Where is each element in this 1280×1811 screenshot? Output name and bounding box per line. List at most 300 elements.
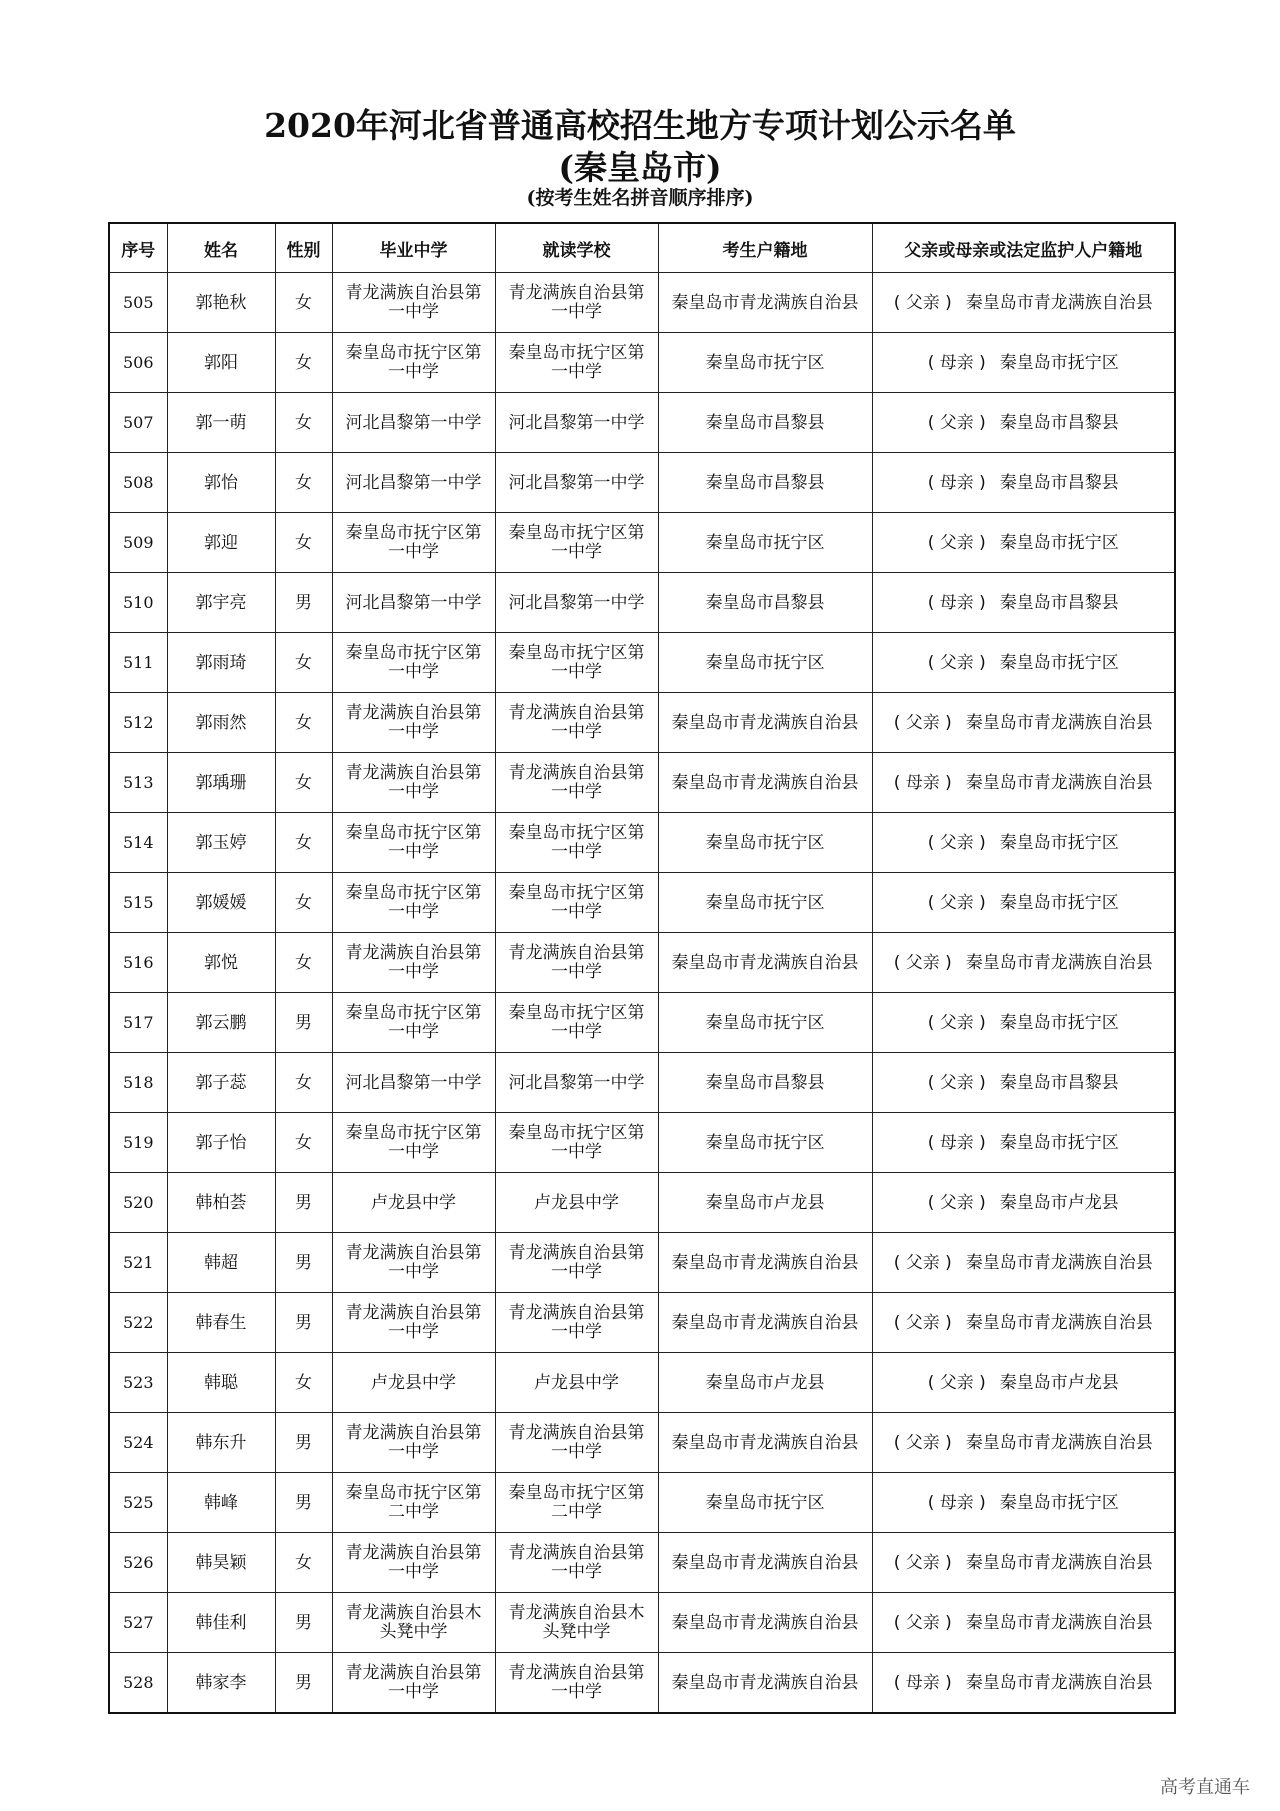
cell-name: 韩佳利 — [167, 1593, 275, 1653]
cell-guardian-hukou — [872, 1113, 1175, 1173]
guardian-hukou-text: 秦皇岛市昌黎县 — [999, 1072, 1119, 1093]
cell-current-school — [495, 693, 658, 753]
cell-name: 郭阳 — [167, 333, 275, 393]
cell-no: 525 — [109, 1473, 167, 1533]
cell-current-school — [495, 513, 658, 573]
cell-hukou-text: 秦皇岛市青龙满族自治县 — [671, 952, 859, 973]
cell-no: 521 — [109, 1233, 167, 1293]
cell-guardian-hukou — [872, 333, 1175, 393]
guardian-relation: 母亲 — [905, 1672, 940, 1693]
cell-name: 韩东升 — [167, 1413, 275, 1473]
cell-guardian-hukou — [872, 1053, 1175, 1113]
guardian-hukou-text: 秦皇岛市青龙满族自治县 — [965, 952, 1153, 973]
cell-grad-school — [332, 333, 495, 393]
cell-hukou-text: 秦皇岛市青龙满族自治县 — [671, 1672, 859, 1693]
table-row — [109, 393, 1175, 453]
cell-hukou-text: 秦皇岛市青龙满族自治县 — [671, 1552, 859, 1573]
cell-hukou — [658, 873, 872, 933]
cell-hukou-text: 秦皇岛市青龙满族自治县 — [671, 1312, 859, 1333]
cell-guardian-hukou — [872, 753, 1175, 813]
cell-grad-school — [332, 1173, 495, 1233]
cell-no: 520 — [109, 1173, 167, 1233]
table-row — [109, 753, 1175, 813]
paren-close: ) — [939, 292, 952, 313]
cell-current-school-text: 青龙满族自治县第一中学 — [508, 762, 645, 802]
cell-grad-school — [332, 873, 495, 933]
guardian-hukou-text: 秦皇岛市卢龙县 — [999, 1372, 1119, 1393]
cell-current-school — [495, 1593, 658, 1653]
guardian-relation: 母亲 — [905, 772, 940, 793]
cell-guardian-hukou — [872, 1173, 1175, 1233]
cell-guardian-hukou — [872, 273, 1175, 333]
cell-current-school — [495, 573, 658, 633]
cell-gender: 女 — [275, 513, 332, 573]
guardian-hukou-text: 秦皇岛市青龙满族自治县 — [965, 1252, 1153, 1273]
cell-gender: 男 — [275, 993, 332, 1053]
guardian-hukou-text: 秦皇岛市抚宁区 — [999, 1492, 1119, 1513]
cell-hukou-text: 秦皇岛市抚宁区 — [705, 1132, 825, 1153]
cell-hukou — [658, 1473, 872, 1533]
cell-grad-school-text: 青龙满族自治县第一中学 — [345, 282, 482, 322]
cell-current-school — [495, 633, 658, 693]
cell-hukou — [658, 1533, 872, 1593]
paren-open: ( — [893, 712, 906, 733]
cell-current-school-text: 秦皇岛市抚宁区第一中学 — [508, 882, 645, 922]
guardian-relation: 父亲 — [905, 1312, 940, 1333]
cell-grad-school-text: 秦皇岛市抚宁区第一中学 — [345, 1002, 482, 1042]
table-row — [109, 933, 1175, 993]
cell-no: 518 — [109, 1053, 167, 1113]
cell-no: 509 — [109, 513, 167, 573]
table-row — [109, 1533, 1175, 1593]
cell-current-school — [495, 1293, 658, 1353]
cell-hukou — [658, 1173, 872, 1233]
table-row — [109, 1293, 1175, 1353]
cell-current-school-text: 卢龙县中学 — [534, 1192, 619, 1213]
cell-grad-school — [332, 1353, 495, 1413]
guardian-relation: 父亲 — [905, 292, 940, 313]
cell-gender: 男 — [275, 1653, 332, 1714]
cell-no: 523 — [109, 1353, 167, 1413]
cell-name: 韩柏荟 — [167, 1173, 275, 1233]
col-header-name: 姓名 — [167, 223, 275, 273]
cell-name: 郭宇亮 — [167, 573, 275, 633]
paren-open: ( — [927, 1372, 940, 1393]
cell-gender: 女 — [275, 273, 332, 333]
guardian-relation: 父亲 — [905, 1612, 940, 1633]
paren-open: ( — [927, 1012, 940, 1033]
cell-grad-school-text: 青龙满族自治县第一中学 — [345, 1542, 482, 1582]
cell-hukou-text: 秦皇岛市抚宁区 — [705, 652, 825, 673]
guardian-relation: 母亲 — [939, 592, 974, 613]
cell-name: 韩春生 — [167, 1293, 275, 1353]
cell-hukou-text: 秦皇岛市昌黎县 — [705, 1072, 825, 1093]
table-row — [109, 513, 1175, 573]
col-header-current-school: 就读学校 — [495, 223, 658, 273]
cell-current-school — [495, 453, 658, 513]
guardian-hukou-text: 秦皇岛市抚宁区 — [999, 832, 1119, 853]
guardian-relation: 父亲 — [905, 1432, 940, 1453]
cell-grad-school-text: 秦皇岛市抚宁区第一中学 — [345, 1122, 482, 1162]
cell-current-school — [495, 1053, 658, 1113]
cell-hukou — [658, 753, 872, 813]
cell-name: 韩聪 — [167, 1353, 275, 1413]
cell-hukou-text: 秦皇岛市抚宁区 — [705, 892, 825, 913]
cell-guardian-hukou — [872, 1293, 1175, 1353]
cell-guardian-hukou — [872, 813, 1175, 873]
cell-gender: 女 — [275, 1353, 332, 1413]
cell-grad-school — [332, 1113, 495, 1173]
table-row — [109, 1173, 1175, 1233]
cell-hukou-text: 秦皇岛市抚宁区 — [705, 1492, 825, 1513]
cell-name: 郭媛媛 — [167, 873, 275, 933]
cell-current-school-text: 青龙满族自治县第一中学 — [508, 1242, 645, 1282]
paren-open: ( — [927, 892, 940, 913]
guardian-hukou-text: 秦皇岛市青龙满族自治县 — [965, 292, 1153, 313]
cell-current-school — [495, 1473, 658, 1533]
cell-name: 郭迎 — [167, 513, 275, 573]
cell-current-school-text: 青龙满族自治县第一中学 — [508, 1422, 645, 1462]
cell-current-school — [495, 1113, 658, 1173]
cell-no: 506 — [109, 333, 167, 393]
paren-open: ( — [893, 1312, 906, 1333]
cell-grad-school — [332, 933, 495, 993]
cell-grad-school — [332, 813, 495, 873]
paren-close: ) — [939, 952, 952, 973]
cell-hukou — [658, 993, 872, 1053]
paren-close: ) — [973, 352, 986, 373]
cell-hukou — [658, 813, 872, 873]
cell-current-school — [495, 1353, 658, 1413]
guardian-relation: 父亲 — [939, 412, 974, 433]
cell-grad-school — [332, 1473, 495, 1533]
cell-guardian-hukou — [872, 453, 1175, 513]
cell-current-school-text: 秦皇岛市抚宁区第二中学 — [508, 1482, 645, 1522]
guardian-relation: 父亲 — [905, 1252, 940, 1273]
cell-grad-school — [332, 1053, 495, 1113]
cell-hukou — [658, 333, 872, 393]
paren-close: ) — [973, 832, 986, 853]
cell-hukou — [658, 1593, 872, 1653]
guardian-relation: 母亲 — [939, 472, 974, 493]
cell-grad-school — [332, 993, 495, 1053]
cell-no: 510 — [109, 573, 167, 633]
paren-close: ) — [939, 1432, 952, 1453]
col-header-no: 序号 — [109, 223, 167, 273]
document-title: 2020年河北省普通高校招生地方专项计划公示名单 — [264, 106, 1016, 145]
cell-no: 527 — [109, 1593, 167, 1653]
paren-open: ( — [893, 1252, 906, 1273]
cell-hukou — [658, 1053, 872, 1113]
cell-current-school — [495, 273, 658, 333]
paren-open: ( — [927, 472, 940, 493]
cell-guardian-hukou — [872, 633, 1175, 693]
cell-gender: 女 — [275, 873, 332, 933]
col-header-hukou: 考生户籍地 — [658, 223, 872, 273]
cell-no: 519 — [109, 1113, 167, 1173]
paren-open: ( — [893, 292, 906, 313]
table-row — [109, 1653, 1175, 1714]
cell-hukou-text: 秦皇岛市卢龙县 — [705, 1372, 825, 1393]
cell-hukou — [658, 933, 872, 993]
guardian-relation: 父亲 — [905, 712, 940, 733]
cell-no: 514 — [109, 813, 167, 873]
paren-open: ( — [927, 652, 940, 673]
guardian-hukou-text: 秦皇岛市青龙满族自治县 — [965, 1672, 1153, 1693]
cell-gender: 男 — [275, 1473, 332, 1533]
cell-name: 郭雨然 — [167, 693, 275, 753]
cell-grad-school-text: 秦皇岛市抚宁区第一中学 — [345, 342, 482, 382]
paren-close: ) — [973, 1372, 986, 1393]
cell-name: 郭云鹏 — [167, 993, 275, 1053]
cell-gender: 女 — [275, 933, 332, 993]
cell-current-school — [495, 873, 658, 933]
table-row — [109, 993, 1175, 1053]
cell-grad-school-text: 青龙满族自治县第一中学 — [345, 1422, 482, 1462]
cell-current-school — [495, 1233, 658, 1293]
paren-close: ) — [939, 1552, 952, 1573]
cell-gender: 男 — [275, 1593, 332, 1653]
cell-name: 郭子蕊 — [167, 1053, 275, 1113]
cell-current-school-text: 卢龙县中学 — [534, 1372, 619, 1393]
table-row — [109, 1113, 1175, 1173]
guardian-hukou-text: 秦皇岛市青龙满族自治县 — [965, 1432, 1153, 1453]
cell-grad-school — [332, 1233, 495, 1293]
paren-open: ( — [927, 1492, 940, 1513]
cell-name: 韩家李 — [167, 1653, 275, 1714]
guardian-hukou-text: 秦皇岛市青龙满族自治县 — [965, 1312, 1153, 1333]
cell-current-school — [495, 1173, 658, 1233]
cell-gender: 男 — [275, 1293, 332, 1353]
cell-current-school-text: 青龙满族自治县第一中学 — [508, 942, 645, 982]
cell-hukou — [658, 633, 872, 693]
cell-hukou — [658, 693, 872, 753]
guardian-relation: 父亲 — [939, 832, 974, 853]
cell-gender: 女 — [275, 753, 332, 813]
table-row — [109, 873, 1175, 933]
cell-grad-school — [332, 1293, 495, 1353]
guardian-hukou-text: 秦皇岛市青龙满族自治县 — [965, 772, 1153, 793]
cell-gender: 女 — [275, 633, 332, 693]
table-row — [109, 1593, 1175, 1653]
cell-current-school-text: 河北昌黎第一中学 — [508, 592, 645, 613]
paren-open: ( — [893, 1432, 906, 1453]
cell-guardian-hukou — [872, 513, 1175, 573]
cell-grad-school — [332, 1533, 495, 1593]
cell-guardian-hukou — [872, 1473, 1175, 1533]
cell-guardian-hukou — [872, 393, 1175, 453]
cell-hukou — [658, 1113, 872, 1173]
cell-grad-school-text: 卢龙县中学 — [371, 1372, 456, 1393]
paren-close: ) — [939, 772, 952, 793]
cell-no: 512 — [109, 693, 167, 753]
guardian-relation: 父亲 — [905, 1552, 940, 1573]
cell-grad-school — [332, 1653, 495, 1714]
cell-current-school-text: 秦皇岛市抚宁区第一中学 — [508, 642, 645, 682]
cell-hukou-text: 秦皇岛市抚宁区 — [705, 832, 825, 853]
table-row — [109, 1233, 1175, 1293]
cell-hukou-text: 秦皇岛市昌黎县 — [705, 472, 825, 493]
cell-no: 524 — [109, 1413, 167, 1473]
cell-current-school — [495, 1653, 658, 1714]
cell-grad-school-text: 河北昌黎第一中学 — [345, 592, 482, 613]
cell-gender: 女 — [275, 333, 332, 393]
paren-close: ) — [973, 1132, 986, 1153]
guardian-hukou-text: 秦皇岛市抚宁区 — [999, 1132, 1119, 1153]
cell-gender: 女 — [275, 1533, 332, 1593]
cell-hukou — [658, 1653, 872, 1714]
paren-open: ( — [893, 1552, 906, 1573]
cell-grad-school — [332, 453, 495, 513]
guardian-hukou-text: 秦皇岛市抚宁区 — [999, 892, 1119, 913]
cell-name: 韩峰 — [167, 1473, 275, 1533]
cell-gender: 男 — [275, 573, 332, 633]
cell-guardian-hukou — [872, 933, 1175, 993]
paren-close: ) — [973, 652, 986, 673]
cell-guardian-hukou — [872, 1533, 1175, 1593]
guardian-relation: 父亲 — [939, 892, 974, 913]
cell-hukou-text: 秦皇岛市青龙满族自治县 — [671, 1252, 859, 1273]
table-row — [109, 1053, 1175, 1113]
guardian-hukou-text: 秦皇岛市昌黎县 — [999, 592, 1119, 613]
cell-current-school-text: 河北昌黎第一中学 — [508, 412, 645, 433]
cell-name: 韩超 — [167, 1233, 275, 1293]
cell-current-school-text: 秦皇岛市抚宁区第一中学 — [508, 1122, 645, 1162]
cell-guardian-hukou — [872, 1413, 1175, 1473]
cell-grad-school — [332, 693, 495, 753]
guardian-hukou-text: 秦皇岛市抚宁区 — [999, 652, 1119, 673]
cell-hukou-text: 秦皇岛市青龙满族自治县 — [671, 772, 859, 793]
cell-hukou-text: 秦皇岛市卢龙县 — [705, 1192, 825, 1213]
cell-grad-school-text: 青龙满族自治县第一中学 — [345, 942, 482, 982]
cell-grad-school — [332, 513, 495, 573]
cell-no: 515 — [109, 873, 167, 933]
guardian-relation: 母亲 — [939, 1492, 974, 1513]
guardian-relation: 父亲 — [939, 1072, 974, 1093]
guardian-relation: 父亲 — [939, 1372, 974, 1393]
cell-gender: 女 — [275, 393, 332, 453]
paren-open: ( — [927, 412, 940, 433]
paren-close: ) — [939, 1252, 952, 1273]
cell-hukou-text: 秦皇岛市抚宁区 — [705, 532, 825, 553]
paren-close: ) — [973, 1072, 986, 1093]
cell-grad-school-text: 青龙满族自治县第一中学 — [345, 762, 482, 802]
cell-hukou-text: 秦皇岛市抚宁区 — [705, 1012, 825, 1033]
paren-open: ( — [927, 532, 940, 553]
paren-close: ) — [939, 1612, 952, 1633]
cell-grad-school-text: 秦皇岛市抚宁区第一中学 — [345, 522, 482, 562]
cell-no: 513 — [109, 753, 167, 813]
cell-current-school-text: 秦皇岛市抚宁区第一中学 — [508, 822, 645, 862]
cell-gender: 男 — [275, 1173, 332, 1233]
cell-current-school — [495, 1533, 658, 1593]
guardian-relation: 母亲 — [939, 1132, 974, 1153]
cell-gender: 女 — [275, 693, 332, 753]
cell-guardian-hukou — [872, 993, 1175, 1053]
cell-no: 528 — [109, 1653, 167, 1714]
cell-name: 郭一萌 — [167, 393, 275, 453]
cell-guardian-hukou — [872, 573, 1175, 633]
document-subtitle-city: (秦皇岛市) — [558, 148, 722, 187]
cell-hukou — [658, 1293, 872, 1353]
cell-hukou-text: 秦皇岛市青龙满族自治县 — [671, 1612, 859, 1633]
cell-no: 511 — [109, 633, 167, 693]
cell-no: 516 — [109, 933, 167, 993]
roster-table — [108, 222, 1176, 1714]
paren-open: ( — [927, 1072, 940, 1093]
paren-close: ) — [973, 892, 986, 913]
paren-close: ) — [973, 472, 986, 493]
paren-open: ( — [927, 1132, 940, 1153]
paren-close: ) — [939, 712, 952, 733]
cell-grad-school-text: 秦皇岛市抚宁区第二中学 — [345, 1482, 482, 1522]
paren-open: ( — [893, 1672, 906, 1693]
paren-open: ( — [893, 772, 906, 793]
cell-hukou — [658, 513, 872, 573]
cell-current-school — [495, 393, 658, 453]
guardian-relation: 父亲 — [939, 1012, 974, 1033]
cell-guardian-hukou — [872, 1353, 1175, 1413]
cell-guardian-hukou — [872, 873, 1175, 933]
cell-current-school-text: 青龙满族自治县第一中学 — [508, 1302, 645, 1342]
cell-grad-school-text: 青龙满族自治县第一中学 — [345, 702, 482, 742]
cell-grad-school — [332, 573, 495, 633]
table-row — [109, 693, 1175, 753]
cell-current-school-text: 秦皇岛市抚宁区第一中学 — [508, 522, 645, 562]
table-row — [109, 1473, 1175, 1533]
cell-hukou-text: 秦皇岛市青龙满族自治县 — [671, 1432, 859, 1453]
cell-guardian-hukou — [872, 1653, 1175, 1714]
table-row — [109, 573, 1175, 633]
cell-no: 517 — [109, 993, 167, 1053]
cell-current-school-text: 河北昌黎第一中学 — [508, 1072, 645, 1093]
guardian-hukou-text: 秦皇岛市抚宁区 — [999, 1012, 1119, 1033]
guardian-hukou-text: 秦皇岛市青龙满族自治县 — [965, 712, 1153, 733]
guardian-hukou-text: 秦皇岛市青龙满族自治县 — [965, 1612, 1153, 1633]
cell-gender: 男 — [275, 1413, 332, 1473]
guardian-hukou-text: 秦皇岛市抚宁区 — [999, 532, 1119, 553]
col-header-guardian-hukou: 父亲或母亲或法定监护人户籍地 — [872, 223, 1175, 273]
cell-no: 505 — [109, 273, 167, 333]
cell-hukou — [658, 273, 872, 333]
col-header-gender: 性别 — [275, 223, 332, 273]
cell-guardian-hukou — [872, 1233, 1175, 1293]
table-row — [109, 1353, 1175, 1413]
paren-open: ( — [893, 952, 906, 973]
cell-current-school — [495, 1413, 658, 1473]
cell-grad-school — [332, 753, 495, 813]
guardian-hukou-text: 秦皇岛市青龙满族自治县 — [965, 1552, 1153, 1573]
table-row — [109, 1413, 1175, 1473]
cell-gender: 女 — [275, 813, 332, 873]
cell-no: 522 — [109, 1293, 167, 1353]
paren-close: ) — [973, 1012, 986, 1033]
table-body — [109, 273, 1175, 1714]
cell-gender: 女 — [275, 1113, 332, 1173]
guardian-relation: 父亲 — [939, 532, 974, 553]
cell-name: 郭瑀珊 — [167, 753, 275, 813]
table-header-row — [109, 223, 1175, 273]
paren-close: ) — [973, 1192, 986, 1213]
cell-name: 郭雨琦 — [167, 633, 275, 693]
cell-grad-school-text: 青龙满族自治县木头凳中学 — [345, 1602, 482, 1642]
cell-name: 韩昊颖 — [167, 1533, 275, 1593]
cell-current-school — [495, 933, 658, 993]
cell-gender: 女 — [275, 453, 332, 513]
cell-gender: 男 — [275, 1233, 332, 1293]
cell-hukou — [658, 393, 872, 453]
cell-name: 郭悦 — [167, 933, 275, 993]
